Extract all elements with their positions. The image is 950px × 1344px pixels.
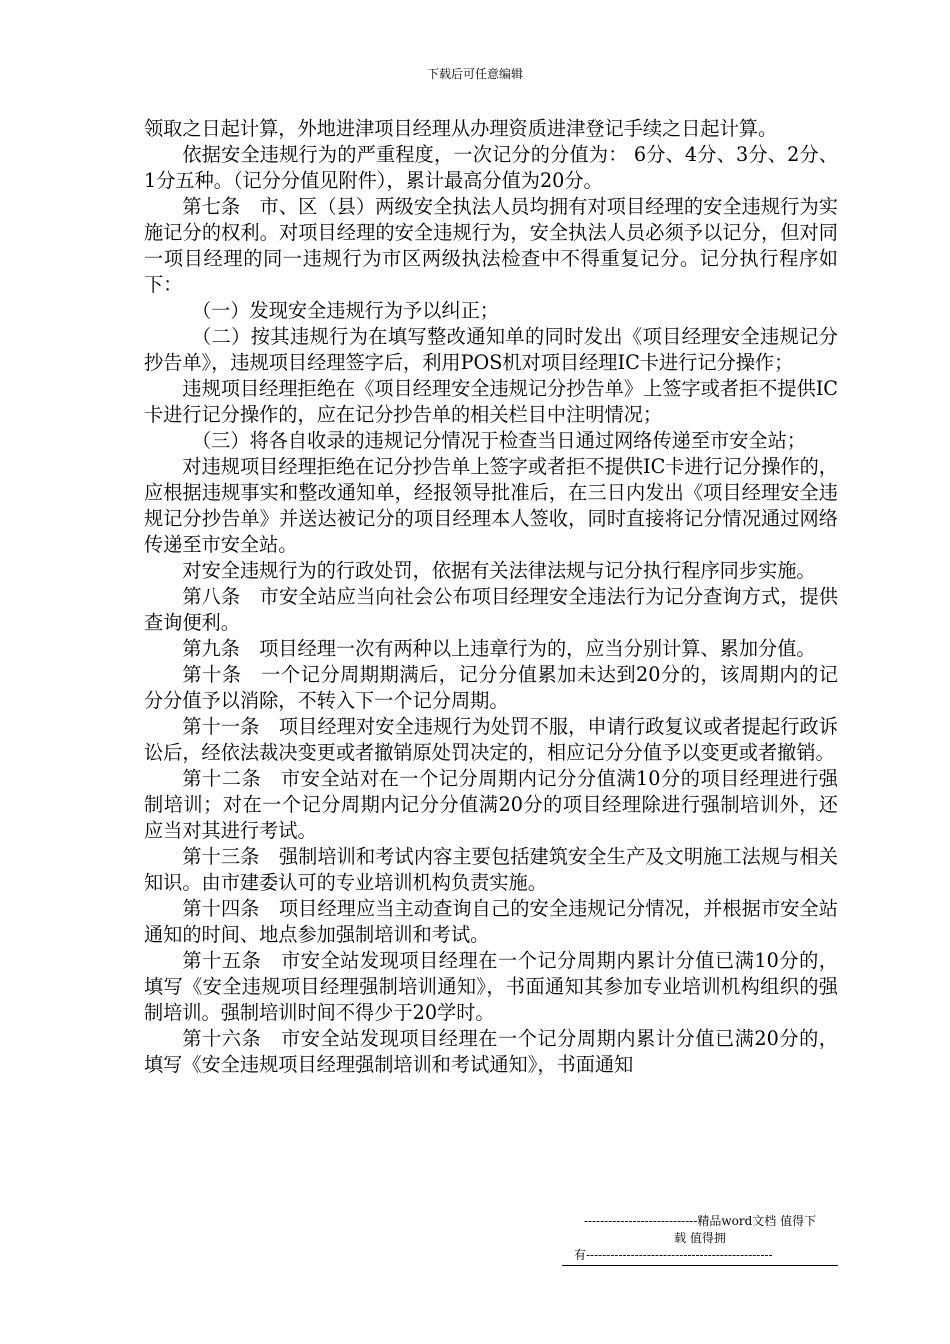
article-13: 第十三条 强制培训和考试内容主要包括建筑安全生产及文明施工法规与相关知识。由市建委认可的专业培训机构负责实施。 xyxy=(144,845,838,894)
article-7: 第七条 市、区（县）两级安全执法人员均拥有对项目经理的安全违规行为实施记分的权利。对项目经理的安全违规行为，安全执法人员必须予以记分，但对同一项目经理的同一违规行为市区两级执法检查中不得重复记分。记分执行程序如下： xyxy=(144,195,838,296)
document-body xyxy=(144,116,838,1078)
footer-line: 有---------------------------------------------- xyxy=(574,1248,773,1262)
page-footer xyxy=(562,1213,838,1264)
article-16: 第十六条 市安全站发现项目经理在一个记分周期内累计分值已满20分的，填写《安全违规项目经理强制培训和考试通知》，书面通知 xyxy=(144,1027,838,1076)
article-8: 第八条 市安全站应当向社会公布项目经理安全违法行为记分查询方式，提供查询便利。 xyxy=(144,585,838,634)
list-item: （一）发现安全违规行为予以纠正； xyxy=(192,299,499,322)
list-item: （三）将各自收录的违规记分情况于检查当日通过网络传递至市安全站； xyxy=(192,429,806,452)
article-9: 第九条 项目经理一次有两种以上违章行为的，应当分别计算、累加分值。 xyxy=(182,637,816,660)
article-10: 第十条 一个记分周期期满后，记分分值累加未达到20分的，该周期内的记分分值予以消除，不转入下一个记分周期。 xyxy=(144,663,838,712)
paragraph: 对违规项目经理拒绝在记分抄告单上签字或者拒不提供IC卡进行记分操作的，应根据违规事实和整改通知单，经报领导批准后，在三日内发出《项目经理安全违规记分抄告单》并送达被记分的项目经理本人签收，同时直接将记分情况通过网络传递至市安全站。 xyxy=(144,455,838,556)
paragraph: 违规项目经理拒绝在《项目经理安全违规记分抄告单》上签字或者拒不提供IC卡进行记分操作的，应在记分抄告单的相关栏目中注明情况； xyxy=(144,377,838,426)
paragraph: 依据安全违规行为的严重程度，一次记分的分值为： 6分、4分、3分、2分、1分五种。（记分分值见附件），累计最高分值为20分。 xyxy=(144,143,838,192)
paragraph: 对安全违规行为的行政处罚，依据有关法律法规与记分执行程序同步实施。 xyxy=(182,559,816,582)
list-item: （二）按其违规行为在填写整改通知单的同时发出《项目经理安全违规记分抄告单》，违规项目经理签字后，利用POS机对项目经理IC卡进行记分操作； xyxy=(144,325,838,374)
page-header: 下载后可任意编辑 xyxy=(426,67,523,81)
article-14: 第十四条 项目经理应当主动查询自己的安全违规记分情况，并根据市安全站通知的时间、地点参加强制培训和考试。 xyxy=(144,897,838,946)
paragraph: 领取之日起计算，外地进津项目经理从办理资质进津登记手续之日起计算。 xyxy=(144,117,778,140)
article-12: 第十二条 市安全站对在一个记分周期内记分分值满10分的项目经理进行强制培训；对在一个记分周期内记分分值满20分的项目经理除进行强制培训外，还应当对其进行考试。 xyxy=(144,767,838,842)
article-15: 第十五条 市安全站发现项目经理在一个记分周期内累计分值已满10分的，填写《安全违规项目经理强制培训通知》，书面通知其参加专业培训机构组织的强制培训。强制培训时间不得少于20学时。 xyxy=(144,949,838,1024)
article-11: 第十一条 项目经理对安全违规行为处罚不服，申请行政复议或者提起行政诉讼后，经依法裁决变更或者撤销原处罚决定的，相应记分分值予以变更或者撤销。 xyxy=(144,715,838,764)
footer-line: 载 值得拥 xyxy=(674,1231,726,1245)
footer-line: ----------------------------精品word文档 值得下 xyxy=(583,1214,817,1228)
footer-rule xyxy=(562,1265,838,1266)
